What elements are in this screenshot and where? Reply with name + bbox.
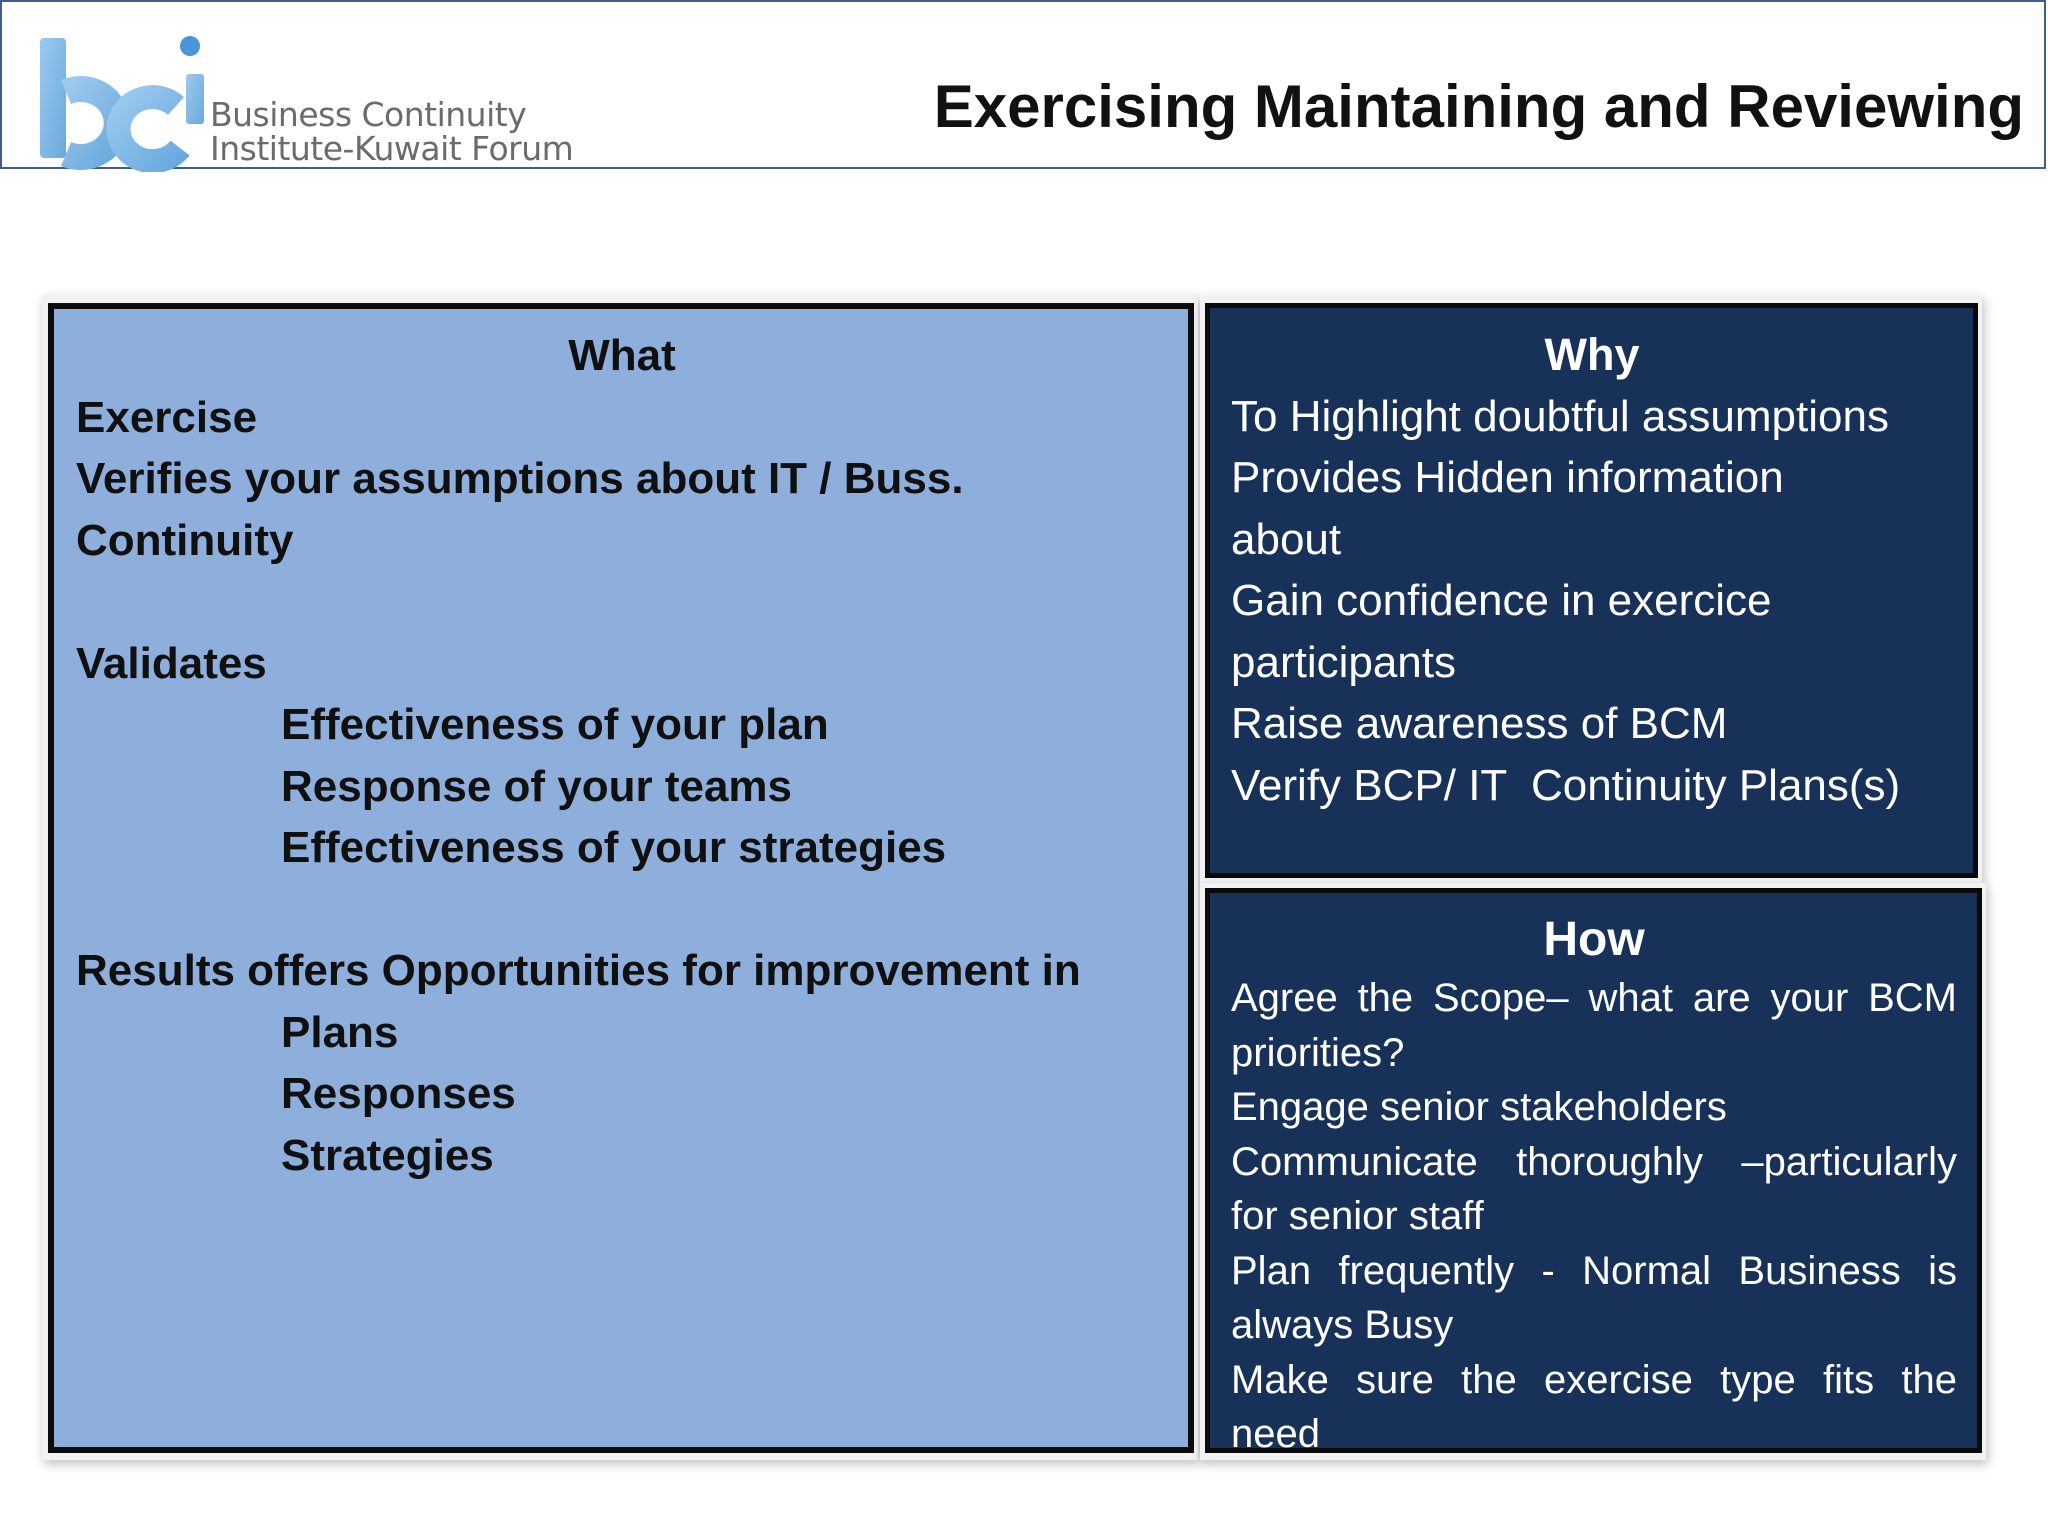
how-item: Communicate thoroughly –particularly for senior staff [1231, 1139, 1957, 1238]
why-panel [1205, 303, 1978, 878]
how-panel [1205, 888, 1982, 1456]
logo-text-line2: Institute-Kuwait Forum [210, 129, 574, 168]
validates-label: Validates [76, 638, 267, 688]
why-item: Verify BCP/ IT Continuity Plans(s) [1231, 760, 1901, 810]
spacer [76, 879, 1168, 941]
results-item: Responses [281, 1069, 516, 1118]
how-heading: How [1543, 913, 1645, 966]
slide-title: Exercising Maintaining and Reviewing [933, 73, 2024, 140]
how-item: Plan frequently - Normal Business is always Busy [1231, 1248, 1957, 1347]
validates-item: Effectiveness of your strategies [281, 823, 947, 872]
how-item: Make sure the exercise type fits the need [1231, 1357, 1957, 1456]
verifies-line-2: Continuity [76, 515, 294, 565]
verifies-line-1: Verifies your assumptions about IT / Buss. [76, 454, 964, 503]
why-item: Gain confidence in exercice participants [1231, 576, 1772, 687]
what-heading: What [568, 331, 676, 380]
bci-logo [32, 32, 612, 172]
why-item: Provides Hidden information about [1231, 453, 1784, 564]
logo-text-line1: Business Continuity [210, 95, 527, 134]
how-item: Agree the Scope– what are your BCM priorities? [1231, 976, 1957, 1075]
results-item: Strategies [281, 1130, 494, 1180]
why-item: To Highlight doubtful assumptions [1231, 391, 1889, 441]
validates-item: Effectiveness of your plan [281, 700, 829, 749]
results-label: Results offers Opportunities for improvement in [76, 946, 1081, 995]
why-item: Raise awareness of BCM [1231, 699, 1728, 748]
validates-item: Response of your teams [281, 761, 793, 811]
what-panel [48, 303, 1194, 1453]
bci-logo-icon [36, 32, 216, 172]
why-heading: Why [1544, 329, 1640, 380]
exercise-label: Exercise [76, 392, 258, 442]
results-item: Plans [281, 1007, 399, 1057]
spacer [76, 571, 1168, 633]
how-item: Engage senior stakeholders [1231, 1085, 1727, 1129]
slide-header [0, 0, 2046, 169]
